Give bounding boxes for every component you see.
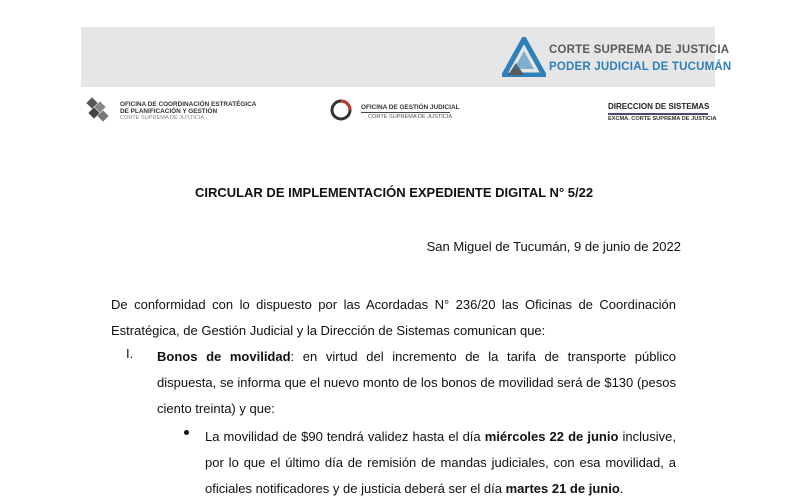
ocepg-line2: DE PLANIFICACIÓN Y GESTIÓN [120, 108, 218, 116]
ds-name: DIRECCION DE SISTEMAS [608, 102, 710, 111]
header-banner [81, 27, 715, 87]
ocepg-line3: CORTE SUPREMA DE JUSTICIA [120, 115, 205, 122]
ogj-name: OFICINA DE GESTIÓN JUDICIAL [361, 104, 460, 111]
bullet-dot-icon [184, 430, 189, 435]
item-number: I. [126, 346, 134, 361]
corte-suprema-logo-icon [502, 37, 546, 77]
item-text: : en virtud del incremento de la tarifa de transporte público dispuesta, se informa que el nuevo monto de los bonos de movilidad será de $130 (pesos ciento treinta) y que: [157, 349, 676, 416]
ocepg-logo-icon [86, 97, 112, 123]
item-heading: Bonos de movilidad [157, 349, 291, 364]
dateline: San Miguel de Tucumán, 9 de junio de 2022 [426, 239, 681, 254]
bullet-text-1: La movilidad de $90 tendrá validez hasta el día [205, 429, 485, 444]
ocepg-label [120, 101, 256, 123]
bullet-bold-1: miércoles 22 de junio [484, 429, 619, 444]
ogj-divider [361, 112, 450, 113]
item-body [157, 344, 676, 422]
document-title: CIRCULAR DE IMPLEMENTACIÓN EXPEDIENTE DIGITAL N° 5/22 [194, 185, 594, 200]
ogj-logo-icon [329, 98, 353, 122]
ds-subtitle: EXCMA. CORTE SUPREMA DE JUSTICIA [608, 116, 717, 122]
institution-title: CORTE SUPREMA DE JUSTICIA [549, 44, 730, 56]
bullet-bold-2: martes 21 de junio [505, 481, 620, 496]
ocepg-line1: OFICINA DE COORDINACIÓN ESTRATÉGICA [120, 101, 257, 108]
ogj-subtitle: CORTE SUPREMA DE JUSTICIA [368, 114, 453, 120]
bullet-body [205, 424, 676, 502]
ds-divider [608, 113, 708, 115]
bullet-text-2: inclusive, por lo que el último día de remisión de mandas judiciales, con esa movilidad, a oficiales notificadores y de justicia deberá ser el día [205, 429, 677, 496]
bullet-text-3: . [619, 481, 624, 496]
institution-subtitle: PODER JUDICIAL DE TUCUMÁN [549, 61, 732, 73]
intro-paragraph: De conformidad con lo dispuesto por las Acordadas N° 236/20 las Oficinas de Coordinación Estratégica, de Gestión Judicial y la Dirección de Sistemas comunican que: [111, 297, 676, 338]
